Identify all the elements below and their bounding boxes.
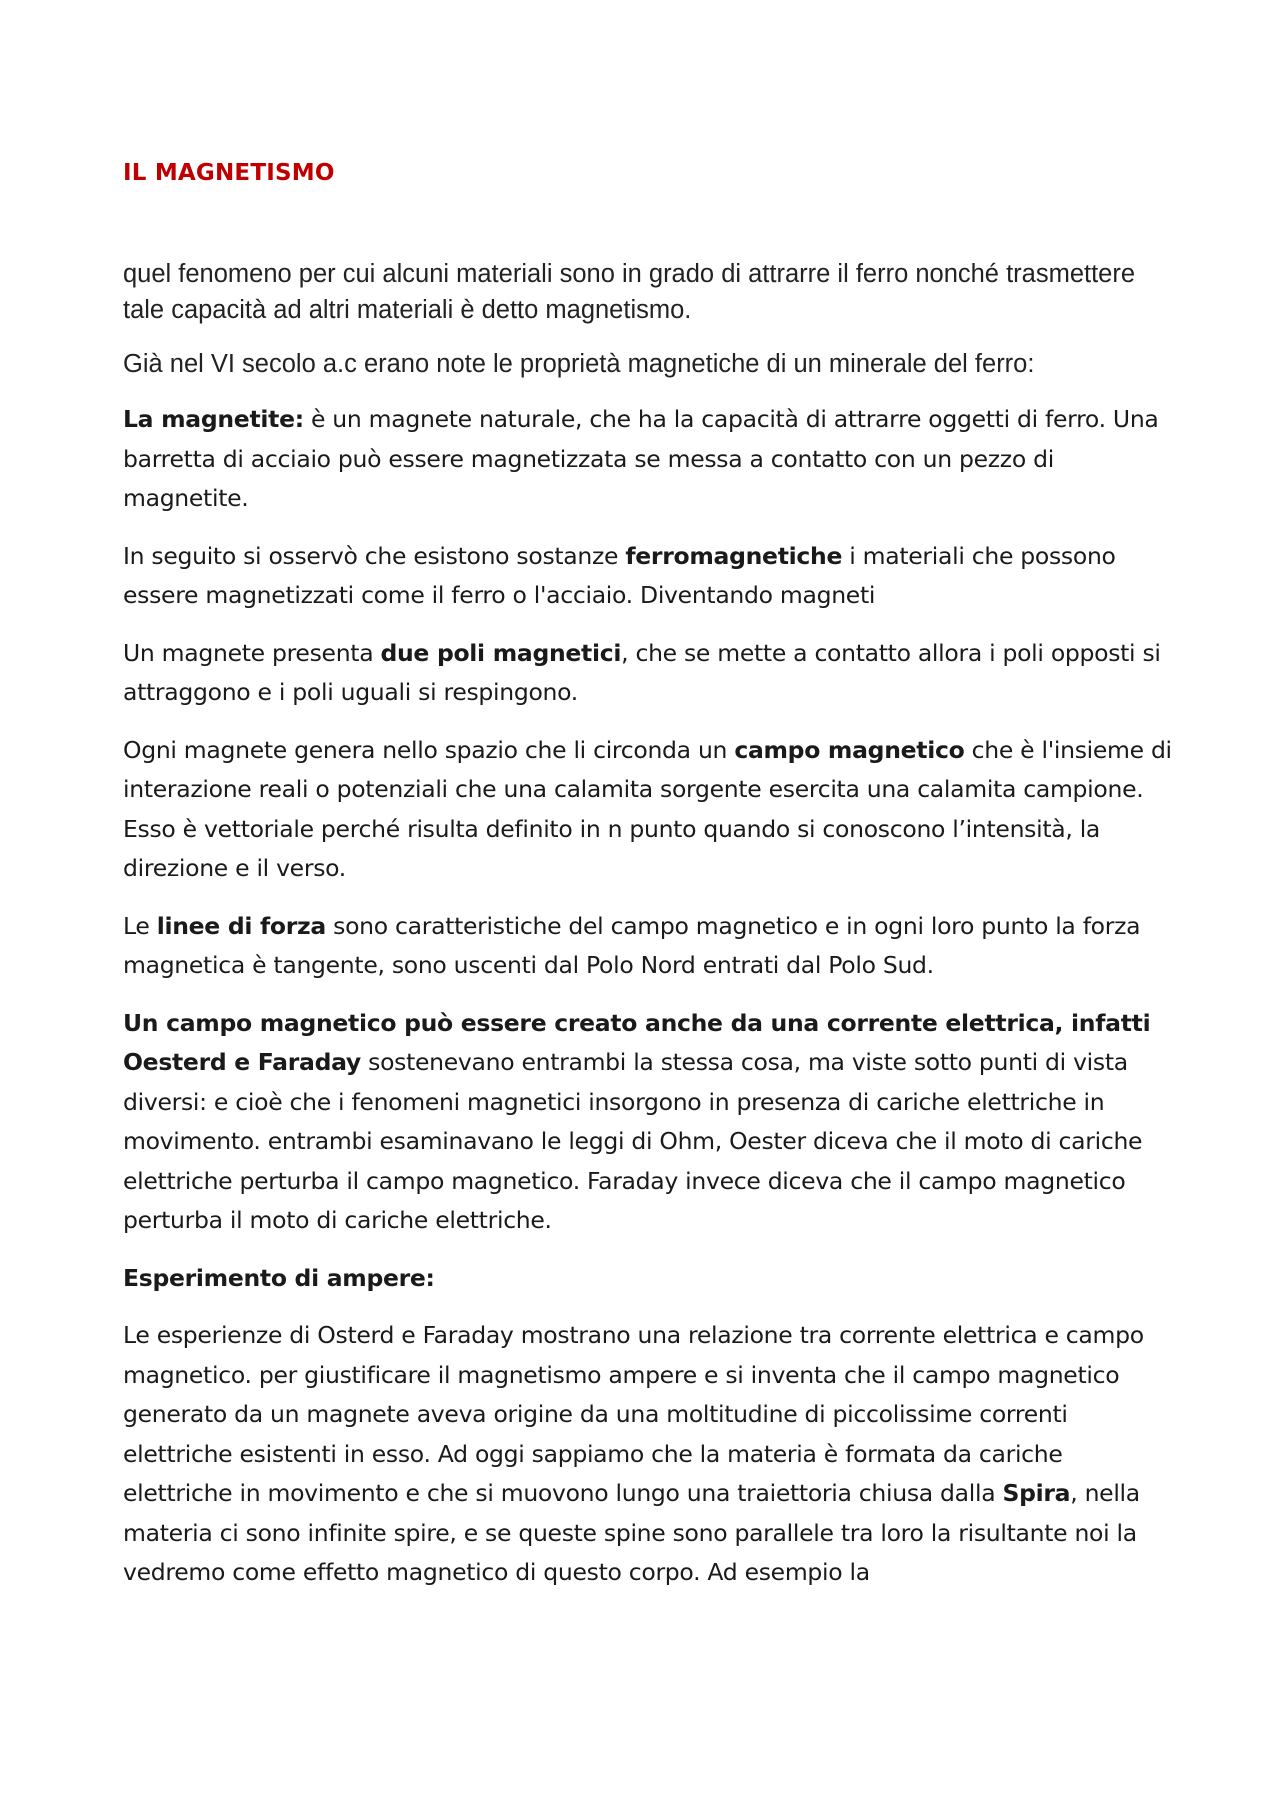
magnetite-text: è un magnete naturale, che ha la capacità di attrarre oggetti di ferro. Una barretta di acciaio può essere magnetizzata se messa a contatto con un pezzo di magnetite. — [123, 405, 1159, 512]
field-lines-paragraph — [123, 907, 1173, 986]
poles-term: due poli magnetici — [380, 638, 622, 667]
field-text-before: Ogni magnete genera nello spazio che li circonda un — [123, 735, 735, 764]
lines-term: linee di forza — [156, 911, 326, 940]
ampere-heading — [123, 1259, 1173, 1299]
current-term: Un campo magnetico può essere creato anche da una corrente elettrica, infatti Oesterd e Faraday — [123, 1008, 1151, 1076]
ampere-term: Spira — [1002, 1479, 1071, 1507]
ampere-heading-text: Esperimento di ampere: — [123, 1263, 435, 1292]
current-text-after: sostenevano entrambi la stessa cosa, ma viste sotto punti di vista diversi: e cioè che i fenomeni magnetici insorgono in presenza di cariche elettriche in movimento. entrambi esaminavano le leggi di Ohm, Oester diceva che il moto di cariche elettriche perturba il campo magnetico. Faraday invece diceva che il campo magnetico perturba il moto di cariche elettriche. — [123, 1048, 1143, 1234]
ferromagnetic-paragraph — [123, 537, 1173, 616]
ferromagnetic-term: ferromagnetiche — [625, 541, 843, 570]
ampere-text-before: Le esperienze di Osterd e Faraday mostrano una relazione tra corrente elettrica e campo magnetico. per giustificare il magnetismo ampere e si inventa che il campo magnetico generato da un magnete aveva origine da una moltitudine di piccolissime correnti elettriche esistenti in esso. Ad oggi sappiamo che la materia è formata da cariche elettriche in movimento e che si muovono lungo una traiettoria chiusa dalla — [123, 1321, 1144, 1507]
current-paragraph — [123, 1004, 1173, 1241]
poles-paragraph — [123, 634, 1173, 713]
document-title: IL MAGNETISMO — [123, 160, 335, 186]
ferromagnetic-text-before: In seguito si osservò che esistono sostanze — [123, 541, 626, 570]
ferromagnetic-text-after: i materiali che possono essere magnetizzati come il ferro o l'acciaio. Diventando magneti — [123, 541, 1116, 609]
field-term: campo magnetico — [734, 735, 965, 764]
lines-text-before: Le — [123, 911, 157, 940]
ampere-paragraph — [123, 1316, 1173, 1593]
poles-text-before: Un magnete presenta — [123, 638, 381, 667]
field-text-after: che è l'insieme di interazione reali o potenziali che una calamita sorgente esercita una calamita campione. Esso è vettoriale perché risulta definito in n punto quando si conoscono l’intensità, la direzione e il verso. — [123, 735, 1172, 882]
history-paragraph: Già nel VI secolo a.c erano note le proprietà magnetiche di un minerale del ferro: — [123, 350, 1035, 378]
magnetite-term: La magnetite: — [123, 405, 304, 433]
magnetic-field-paragraph — [123, 731, 1173, 889]
magnetite-paragraph — [123, 400, 1173, 519]
document-body — [123, 158, 1173, 1611]
ampere-text-after: , nella materia ci sono infinite spire, e se queste spine sono parallele tra loro la risultante noi la vedremo come effetto magnetico di questo corpo. Ad esempio la — [123, 1479, 1140, 1586]
intro-paragraph: quel fenomeno per cui alcuni materiali sono in grado di attrarre il ferro nonché trasmettere tale capacità ad altri materiali è detto magnetismo. — [123, 260, 1136, 324]
poles-text-after: , che se mette a contatto allora i poli opposti si attraggono e i poli uguali si respingono. — [123, 638, 1161, 706]
lines-text-after: sono caratteristiche del campo magnetico e in ogni loro punto la forza magnetica è tangente, sono uscenti dal Polo Nord entrati dal Polo Sud. — [123, 911, 1141, 979]
